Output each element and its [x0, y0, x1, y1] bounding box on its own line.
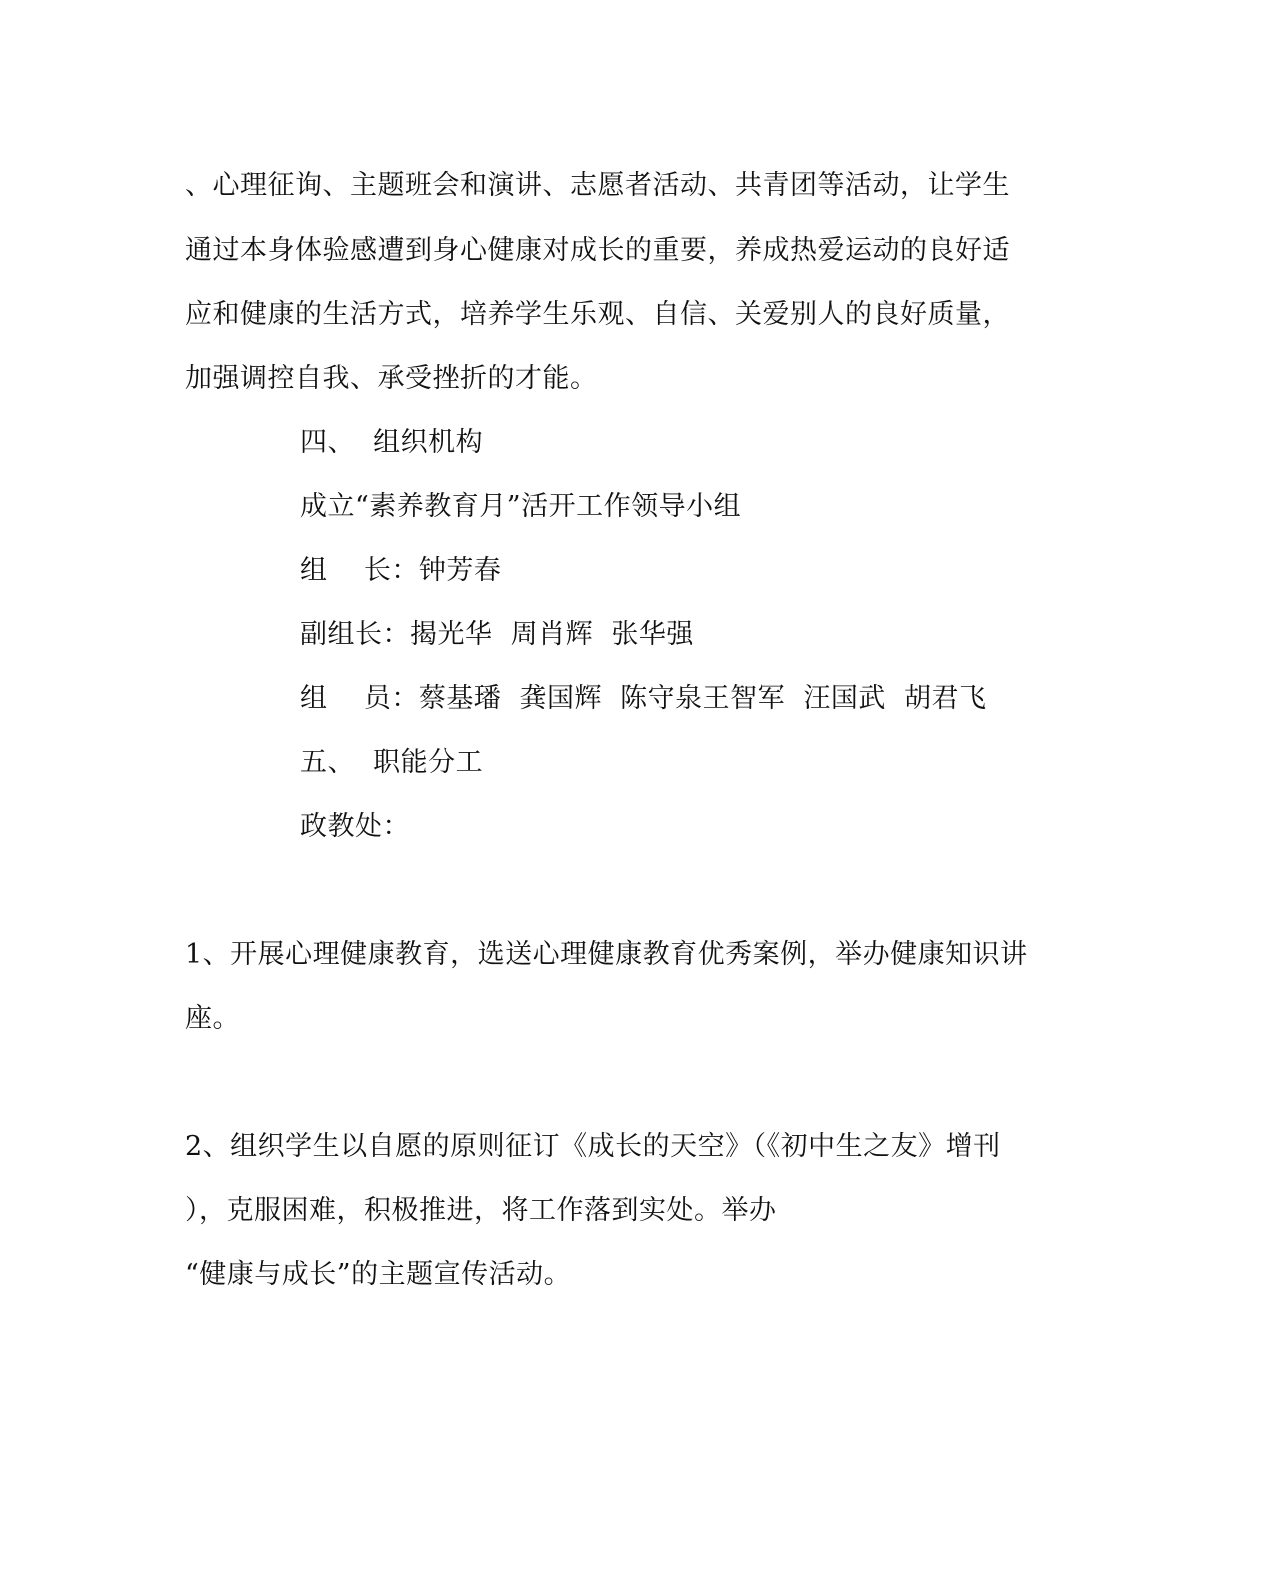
item-2-line-1: 2、组织学生以自愿的原则征订《成长的天空》（《初中生之友》增刊: [185, 1131, 1001, 1162]
deputy-leader-line: 副组长：揭光华 周肖辉 张华强: [300, 619, 694, 650]
item-1-line-1: 1、开展心理健康教育，选送心理健康教育优秀案例，举办健康知识讲: [185, 939, 1028, 970]
members-line: 组 员：蔡基璠 龚国辉 陈守泉王智军 汪国武 胡君飞: [300, 683, 987, 714]
section-four-subtitle: 成立“素养教育月”活开工作领导小组: [300, 491, 742, 522]
leader-line: 组 长：钟芳春: [300, 555, 502, 586]
intro-line-4: 加强调控自我、承受挫折的才能。: [185, 363, 598, 394]
intro-line-2: 通过本身体验感遭到身心健康对成长的重要，养成热爱运动的良好适: [185, 235, 1010, 266]
section-five-heading: 五、 职能分工: [300, 747, 484, 778]
item-2-line-2: ），克服困难，积极推进，将工作落到实处。举办: [185, 1195, 777, 1226]
department-label: 政教处：: [300, 811, 410, 842]
intro-line-1: 、心理征询、主题班会和演讲、志愿者活动、共青团等活动，让学生: [185, 170, 1010, 201]
item-1-line-2: 座。: [185, 1003, 240, 1034]
intro-line-3: 应和健康的生活方式，培养学生乐观、自信、关爱别人的良好质量，: [185, 299, 1010, 330]
item-2-line-3: “健康与成长”的主题宣传活动。: [185, 1259, 572, 1290]
section-four-heading: 四、 组织机构: [300, 427, 484, 458]
